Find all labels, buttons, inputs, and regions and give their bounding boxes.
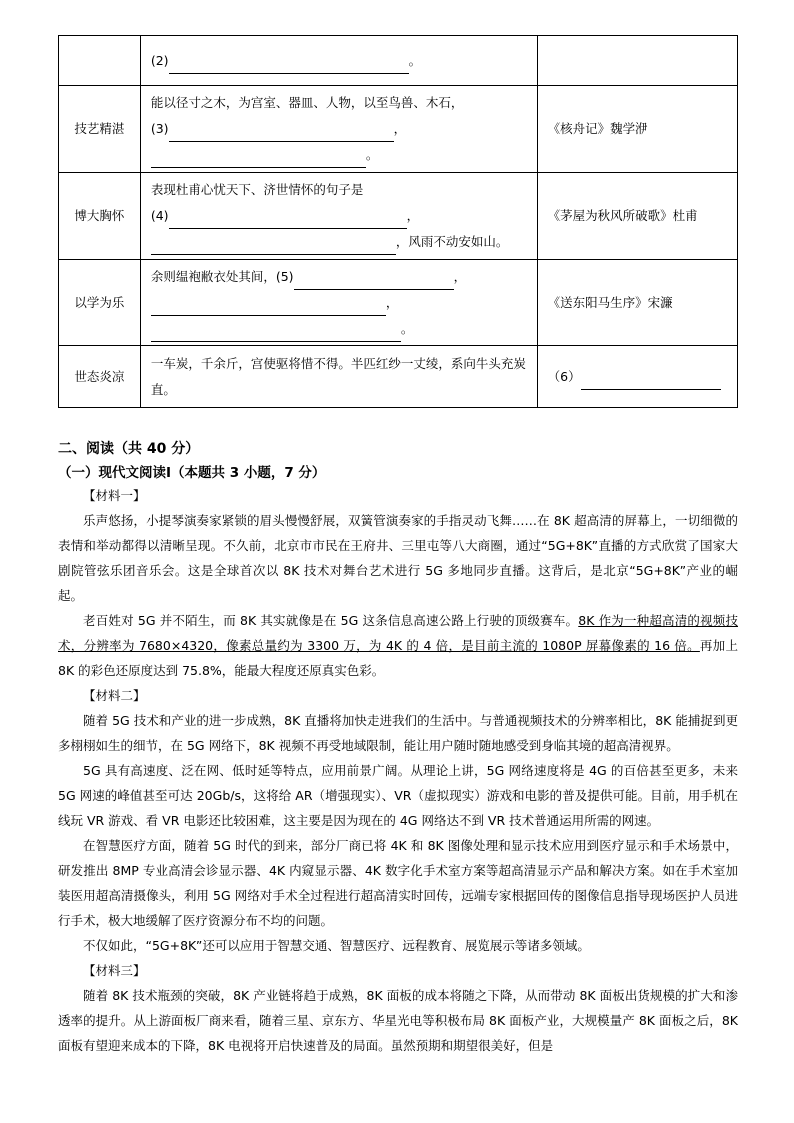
- paragraph: 乐声悠扬，小提琴演奏家紧锁的眉头慢慢舒展，双簧管演奏家的手指灵动飞舞……在 8K 超高清的屏幕上，一切细微的表情和举动都得以清晰呈现。不久前，北京市市民在王府井、三里屯等八大商圈，通过“5G+8K”直播的方式欣赏了国家大剧院管弦乐团音乐会。这是全球首次以 8K 技术对舞台艺术进行 5G 多地同步直播。这背后，是北京“5G+8K”产业的崛起。: [58, 513, 738, 603]
- punct: 。: [408, 52, 422, 68]
- table-cell: [140, 86, 537, 173]
- answer-blank[interactable]: [581, 373, 721, 390]
- text-span: 老百姓对 5G 并不陌生，而 8K 其实就像是在 5G 这条信息高速公路上行驶的顶级赛车。: [83, 613, 579, 628]
- answer-blank[interactable]: [151, 151, 366, 168]
- table-cell: [140, 36, 537, 86]
- line-text: ，风雨不动安如山。: [395, 234, 509, 249]
- answer-blank[interactable]: [169, 57, 409, 74]
- table-cell: [537, 346, 737, 408]
- blank-number: (3): [150, 121, 169, 136]
- punct: ，: [406, 208, 420, 223]
- table-row: [59, 346, 738, 408]
- line-text: 余则缊袍敝衣处其间，(5): [150, 268, 294, 284]
- source-cell: 《送东阳马生序》宋濂: [537, 260, 737, 346]
- answer-blank[interactable]: [151, 238, 396, 255]
- material-title: 【材料二】: [83, 688, 146, 703]
- answer-blank[interactable]: [169, 212, 407, 229]
- punct: ，: [453, 268, 467, 284]
- paragraph: 随着 5G 技术和产业的进一步成熟，8K 直播将加快走进我们的生活中。与普通视频技术的分辨率相比，8K 能捕捉到更多栩栩如生的细节，在 5G 网络下，8K 视频不再受地域限制，能让用户随时随地感受到身临其境的超高清视界。: [58, 713, 738, 753]
- blank-number: (4): [150, 208, 169, 223]
- table-cell: [140, 260, 537, 346]
- table-cell: [140, 173, 537, 260]
- table-row: [59, 86, 738, 173]
- paragraph: [58, 608, 738, 683]
- reading-passage: [58, 483, 738, 1058]
- source-cell: 《茅屋为秋风所破歌》杜甫: [537, 173, 737, 260]
- section-heading: 二、阅读（共 40 分）: [58, 441, 200, 457]
- answer-blank[interactable]: [151, 325, 401, 342]
- line-text: 表现杜甫心忧天下、济世情怀的句子是: [150, 182, 364, 197]
- table-cell: 一车炭，千余斤，宫使驱将惜不得。半匹红纱一丈绫，系向牛头充炭直。: [140, 346, 537, 408]
- punct: 。: [365, 147, 379, 162]
- material-title: 【材料三】: [83, 963, 146, 978]
- row-label: 博大胸怀: [59, 173, 141, 260]
- punct: ，: [385, 294, 399, 310]
- paragraph: 随着 8K 技术瓶颈的突破，8K 产业链将趋于成熟，8K 面板的成本将随之下降，从而带动 8K 面板出货规模的扩大和渗透率的提升。从上游面板厂商来看，随着三星、京东方、华星光电等积极布局 8K 面板产业，大规模量产 8K 面板之后，8K 面板有望迎来成本的下降，8K 电视将开启快速普及的局面。虽然预期和期望很美好，但是: [58, 988, 738, 1053]
- row-label: 以学为乐: [59, 260, 141, 346]
- subsection-heading: （一）现代文阅读Ⅰ（本题共 3 小题，7 分）: [58, 465, 326, 481]
- answer-blank[interactable]: [151, 299, 386, 316]
- material-title: 【材料一】: [83, 488, 146, 503]
- punct: ，: [393, 121, 407, 136]
- punct: 。: [400, 320, 414, 336]
- paragraph: 在智慧医疗方面，随着 5G 时代的到来，部分厂商已将 4K 和 8K 图像处理和显示技术应用到医疗显示和手术场景中，研发推出 8MP 专业高清会诊显示器、4K 内窥显示器、4K 数字化手术室方案等超高清显示产品和解决方案。如在手术室加装医用超高清摄像头，利用 5G 网络对手术全过程进行超高清实时回传，远端专家根据回传的图像信息指导现场医护人员进行手术，极大地缓解了医疗资源分布不均的问题。: [58, 838, 738, 928]
- answer-blank[interactable]: [169, 125, 394, 142]
- text-span: 再加上 8K 的彩色还原度达到 75.8%，能最大程度还原真实色彩。: [58, 638, 738, 678]
- table-row: [59, 260, 738, 346]
- underlined-sentence: 8K 作为一种超高清的视频技术，分辨率为 7680×4320，像素总量约为 3300 万，为 4K 的 4 倍，是目前主流的 1080P 屏幕像素的 16 倍。: [58, 613, 739, 653]
- table-row: [59, 173, 738, 260]
- table-cell: [537, 36, 737, 86]
- paragraph: 不仅如此，“5G+8K”还可以应用于智慧交通、智慧医疗、远程教育、展览展示等诸多领域。: [83, 938, 590, 953]
- row-label: 世态炎凉: [59, 346, 141, 408]
- blank-number: （6）: [547, 368, 581, 384]
- blank-number: (2): [150, 52, 169, 68]
- source-cell: 《核舟记》魏学洢: [537, 86, 737, 173]
- table-row: [59, 36, 738, 86]
- row-label: 技艺精湛: [59, 86, 141, 173]
- table-cell: [59, 36, 141, 86]
- answer-blank[interactable]: [294, 273, 454, 290]
- line-text: 能以径寸之木，为宫室、器皿、人物，以至鸟兽、木石，: [150, 95, 464, 110]
- fill-in-table: [58, 35, 738, 408]
- paragraph: 5G 具有高速度、泛在网、低时延等特点，应用前景广阔。从理论上讲，5G 网络速度将是 4G 的百倍甚至更多，未来 5G 网速的峰值甚至可达 20Gb/s，这将给 AR（增强现实）、VR（虚拟现实）游戏和电影的普及提供可能。目前，用手机在线玩 VR 游戏、看 VR 电影还比较困难，这主要是因为现在的 4G 网络达不到 VR 技术普通运用所需的网速。: [58, 763, 738, 828]
